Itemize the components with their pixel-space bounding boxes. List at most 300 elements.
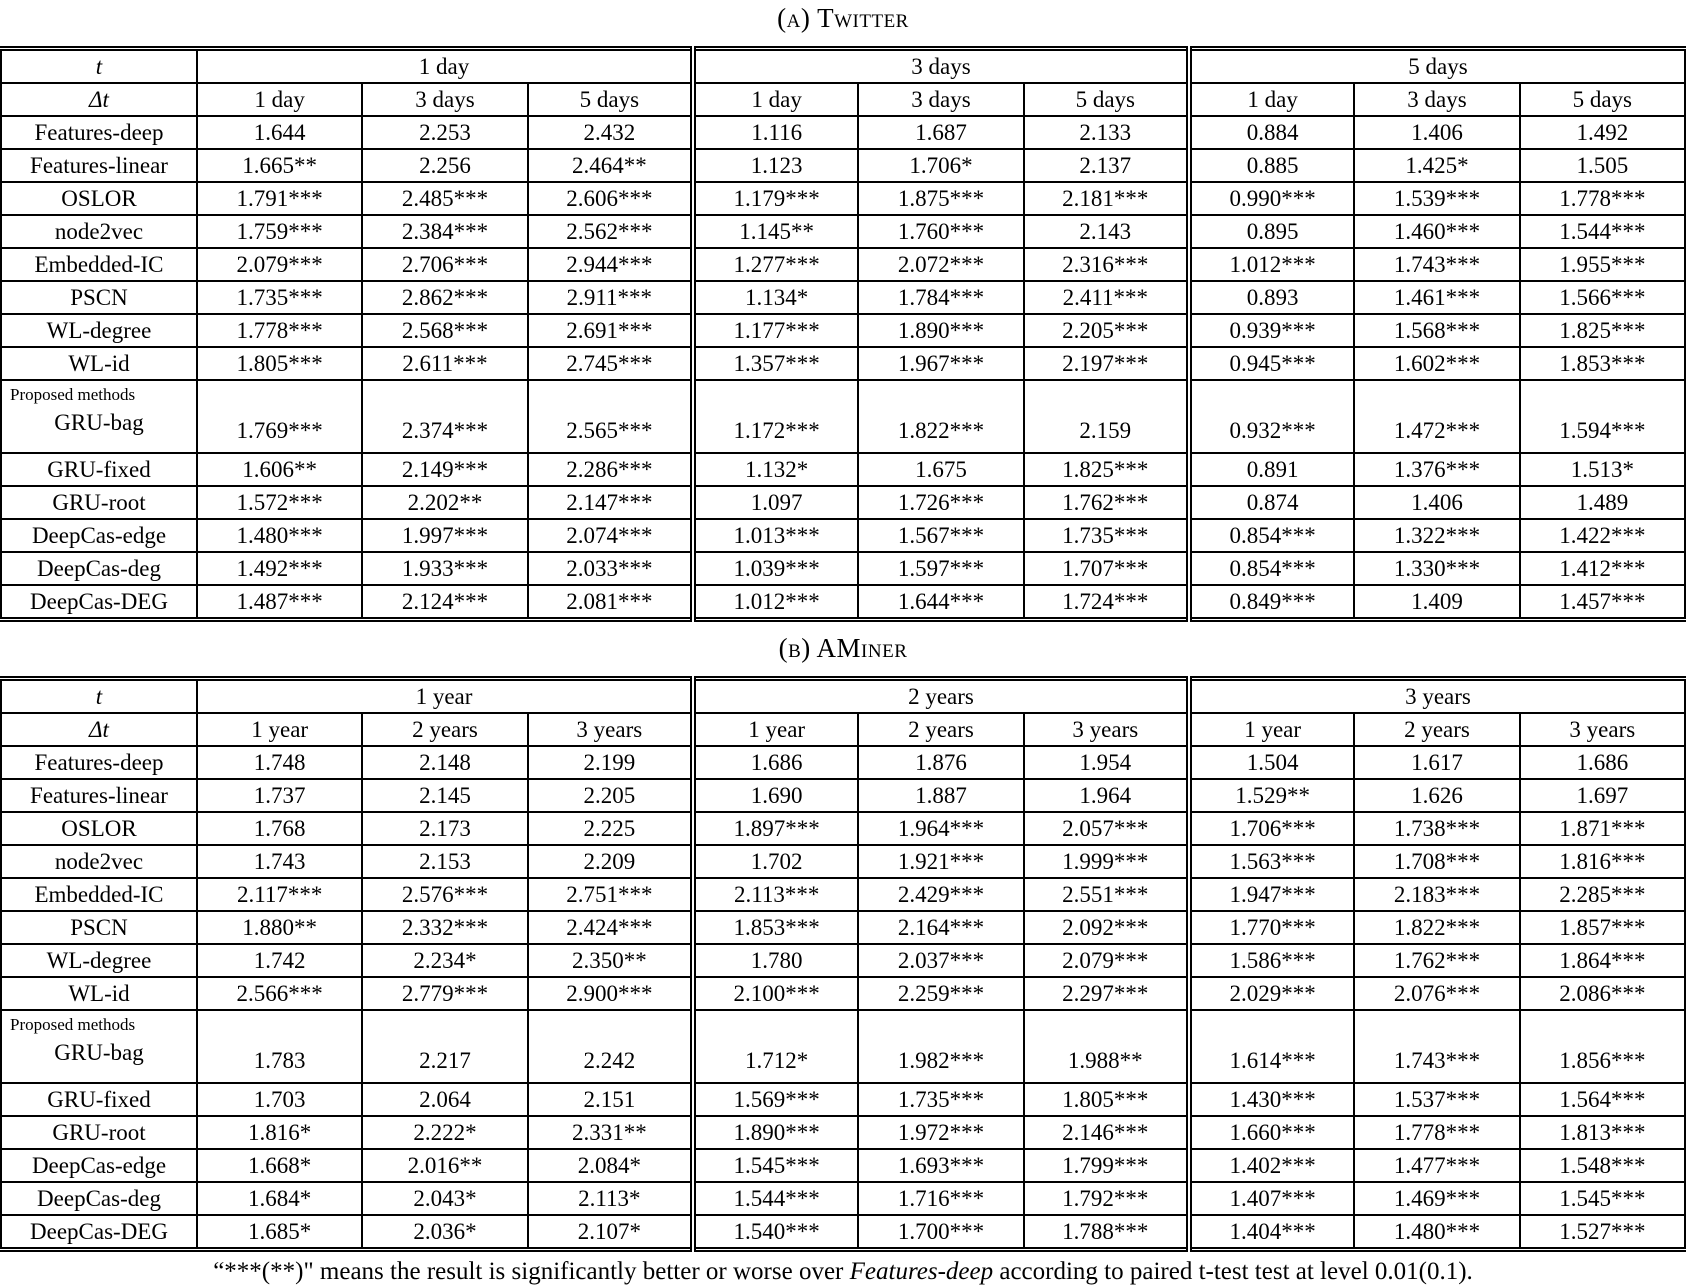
sub-header: 1 year: [197, 713, 362, 746]
value-cell: 2.745***: [528, 347, 693, 380]
footnote-text-post: according to paired t-test test at level 0.01(0.1).: [993, 1258, 1473, 1285]
value-cell: 2.316***: [1024, 248, 1189, 281]
value-cell: 1.890***: [858, 314, 1023, 347]
value-cell: 1.743***: [1354, 1010, 1519, 1083]
value-cell: 1.707***: [1024, 552, 1189, 585]
row-label: DeepCas-deg: [37, 1185, 161, 1211]
value-cell: 1.492: [1520, 116, 1685, 149]
row-label: DeepCas-deg: [37, 555, 161, 581]
value-cell: 1.964: [1024, 779, 1189, 812]
value-cell: 2.086***: [1520, 977, 1685, 1010]
value-cell: 1.606**: [197, 453, 362, 486]
value-cell: 2.107*: [528, 1215, 693, 1250]
value-cell: 2.424***: [528, 911, 693, 944]
value-cell: 0.854***: [1189, 552, 1354, 585]
value-cell: 1.145**: [693, 215, 858, 248]
value-cell: 2.862***: [362, 281, 527, 314]
value-cell: 1.735***: [197, 281, 362, 314]
sub-header: 5 days: [1024, 83, 1189, 116]
row-label: node2vec: [54, 218, 144, 244]
value-cell: 1.760***: [858, 215, 1023, 248]
value-cell: 0.932***: [1189, 380, 1354, 453]
value-cell: 1.890***: [693, 1116, 858, 1149]
value-cell: 1.513*: [1520, 453, 1685, 486]
table-row: [1, 1083, 1685, 1116]
row-label: GRU-bag: [54, 1040, 144, 1065]
value-cell: 2.217: [362, 1010, 527, 1083]
value-cell: 2.037***: [858, 944, 1023, 977]
value-cell: 1.697: [1520, 779, 1685, 812]
table-row: [1, 281, 1685, 314]
table-row: [1, 182, 1685, 215]
value-cell: 1.816*: [197, 1116, 362, 1149]
value-cell: 1.425*: [1354, 149, 1519, 182]
value-cell: 2.081***: [528, 585, 693, 620]
value-cell: 2.944***: [528, 248, 693, 281]
value-cell: 0.874: [1189, 486, 1354, 519]
value-cell: 1.527***: [1520, 1215, 1685, 1250]
value-cell: 1.876: [858, 746, 1023, 779]
value-cell: 1.788***: [1024, 1215, 1189, 1250]
value-cell: 1.660***: [1189, 1116, 1354, 1149]
value-cell: 1.967***: [858, 347, 1023, 380]
value-cell: 1.703: [197, 1083, 362, 1116]
value-cell: 2.222*: [362, 1116, 527, 1149]
value-cell: 1.684*: [197, 1182, 362, 1215]
value-cell: 1.614***: [1189, 1010, 1354, 1083]
row-label-cell: [1, 1116, 197, 1149]
row-label-cell: [1, 380, 197, 453]
value-cell: 2.148: [362, 746, 527, 779]
value-cell: 1.039***: [693, 552, 858, 585]
value-cell: 1.564***: [1520, 1083, 1685, 1116]
value-cell: 1.617: [1354, 746, 1519, 779]
row-label-cell: [1, 552, 197, 585]
table-body: [1, 116, 1685, 620]
value-cell: 1.626: [1354, 779, 1519, 812]
table-row: [1, 585, 1685, 620]
row-label: GRU-bag: [54, 410, 144, 435]
value-cell: 1.954: [1024, 746, 1189, 779]
value-cell: 1.871***: [1520, 812, 1685, 845]
value-cell: 1.548***: [1520, 1149, 1685, 1182]
value-cell: 1.461***: [1354, 281, 1519, 314]
value-cell: 2.147***: [528, 486, 693, 519]
value-cell: 1.685*: [197, 1215, 362, 1250]
sub-header: 5 days: [528, 83, 693, 116]
value-cell: 1.686: [693, 746, 858, 779]
table-header: [1, 49, 1685, 117]
value-cell: 2.225: [528, 812, 693, 845]
results-table-twitter: [0, 46, 1686, 622]
value-cell: 2.429***: [858, 878, 1023, 911]
row-label-cell: [1, 779, 197, 812]
table-row: [1, 1182, 1685, 1215]
value-cell: 2.159: [1024, 380, 1189, 453]
value-cell: 2.202**: [362, 486, 527, 519]
value-cell: 2.084*: [528, 1149, 693, 1182]
value-cell: 1.778***: [197, 314, 362, 347]
value-cell: 2.691***: [528, 314, 693, 347]
value-cell: 1.822***: [858, 380, 1023, 453]
value-cell: 1.921***: [858, 845, 1023, 878]
sub-header: 5 days: [1520, 83, 1685, 116]
value-cell: 1.853***: [1520, 347, 1685, 380]
value-cell: 2.113*: [528, 1182, 693, 1215]
row-label-cell: [1, 585, 197, 620]
value-cell: 1.853***: [693, 911, 858, 944]
corner-dt-label: Δt: [1, 713, 197, 746]
row-label-cell: [1, 248, 197, 281]
value-cell: 2.911***: [528, 281, 693, 314]
value-cell: 2.568***: [362, 314, 527, 347]
value-cell: 2.146***: [1024, 1116, 1189, 1149]
row-label-cell: [1, 486, 197, 519]
value-cell: 2.173: [362, 812, 527, 845]
value-cell: 1.805***: [197, 347, 362, 380]
table-row: [1, 1116, 1685, 1149]
value-cell: 2.092***: [1024, 911, 1189, 944]
row-label: GRU-root: [52, 489, 146, 515]
value-cell: 1.472***: [1354, 380, 1519, 453]
row-label-cell: [1, 116, 197, 149]
group-header: 3 days: [693, 49, 1189, 84]
row-label-cell: [1, 281, 197, 314]
value-cell: 2.036*: [362, 1215, 527, 1250]
value-cell: 1.933***: [362, 552, 527, 585]
value-cell: 2.285***: [1520, 878, 1685, 911]
value-cell: 1.277***: [693, 248, 858, 281]
row-label: node2vec: [54, 848, 144, 874]
sub-header: 2 years: [1354, 713, 1519, 746]
value-cell: 1.825***: [1024, 453, 1189, 486]
value-cell: 1.875***: [858, 182, 1023, 215]
value-cell: 2.411***: [1024, 281, 1189, 314]
value-cell: 1.116: [693, 116, 858, 149]
row-label: Embedded-IC: [34, 881, 164, 907]
corner-dt-label: Δt: [1, 83, 197, 116]
value-cell: 1.759***: [197, 215, 362, 248]
value-cell: 2.181***: [1024, 182, 1189, 215]
header-row-t: [1, 679, 1685, 714]
proposed-methods-label: Proposed methods: [10, 385, 136, 404]
value-cell: 1.568***: [1354, 314, 1519, 347]
value-cell: 1.743: [197, 845, 362, 878]
table-row: [1, 519, 1685, 552]
value-cell: 2.259***: [858, 977, 1023, 1010]
value-cell: 1.529**: [1189, 779, 1354, 812]
value-cell: 2.565***: [528, 380, 693, 453]
row-label-cell: [1, 812, 197, 845]
value-cell: 1.594***: [1520, 380, 1685, 453]
row-label: Features-linear: [30, 152, 168, 178]
value-cell: 0.891: [1189, 453, 1354, 486]
value-cell: 1.539***: [1354, 182, 1519, 215]
row-label-cell: [1, 215, 197, 248]
sub-header: 3 years: [1024, 713, 1189, 746]
row-label: GRU-root: [52, 1119, 146, 1145]
value-cell: 1.504: [1189, 746, 1354, 779]
row-label: OSLOR: [61, 185, 137, 211]
row-label-cell: [1, 977, 197, 1010]
value-cell: 1.999***: [1024, 845, 1189, 878]
value-cell: 2.029***: [1189, 977, 1354, 1010]
value-cell: 1.726***: [858, 486, 1023, 519]
value-cell: 2.566***: [197, 977, 362, 1010]
table-caption-b: (b) AMiner: [778, 633, 908, 663]
value-cell: 1.778***: [1354, 1116, 1519, 1149]
value-cell: 1.480***: [1354, 1215, 1519, 1250]
row-label-cell: [1, 845, 197, 878]
value-cell: 2.779***: [362, 977, 527, 1010]
value-cell: 2.384***: [362, 215, 527, 248]
value-cell: 0.990***: [1189, 182, 1354, 215]
value-cell: 1.487***: [197, 585, 362, 620]
value-cell: 1.743***: [1354, 248, 1519, 281]
row-label-cell: [1, 1083, 197, 1116]
value-cell: 1.097: [693, 486, 858, 519]
footnote-features-deep: Features-deep: [849, 1258, 994, 1285]
value-cell: 1.422***: [1520, 519, 1685, 552]
sub-header: 1 year: [1189, 713, 1354, 746]
table-row: [1, 453, 1685, 486]
row-label: GRU-fixed: [47, 1086, 151, 1112]
table-row: [1, 746, 1685, 779]
value-cell: 2.374***: [362, 380, 527, 453]
value-cell: 2.432: [528, 116, 693, 149]
table-row: [1, 944, 1685, 977]
sub-header: 3 days: [858, 83, 1023, 116]
value-cell: 1.540***: [693, 1215, 858, 1250]
value-cell: 2.350**: [528, 944, 693, 977]
row-label: GRU-fixed: [47, 456, 151, 482]
table-row: [1, 779, 1685, 812]
table-row: [1, 1010, 1685, 1083]
value-cell: 1.409: [1354, 585, 1519, 620]
table-row: [1, 845, 1685, 878]
value-cell: 0.945***: [1189, 347, 1354, 380]
row-label-cell: [1, 519, 197, 552]
sub-header: 3 days: [1354, 83, 1519, 116]
value-cell: 1.716***: [858, 1182, 1023, 1215]
row-label: DeepCas-edge: [31, 522, 167, 548]
value-cell: 1.864***: [1520, 944, 1685, 977]
value-cell: 2.485***: [362, 182, 527, 215]
value-cell: 1.702: [693, 845, 858, 878]
sub-header: 3 years: [1520, 713, 1685, 746]
value-cell: 2.606***: [528, 182, 693, 215]
row-label-cell: [1, 453, 197, 486]
value-cell: 1.856***: [1520, 1010, 1685, 1083]
row-label: DeepCas-DEG: [30, 1218, 168, 1244]
value-cell: 1.792***: [1024, 1182, 1189, 1215]
value-cell: 2.205: [528, 779, 693, 812]
value-cell: 2.057***: [1024, 812, 1189, 845]
value-cell: 1.690: [693, 779, 858, 812]
value-cell: 1.687: [858, 116, 1023, 149]
value-cell: 1.706*: [858, 149, 1023, 182]
value-cell: 1.179***: [693, 182, 858, 215]
value-cell: 1.988**: [1024, 1010, 1189, 1083]
value-cell: 2.209: [528, 845, 693, 878]
row-label-cell: [1, 1182, 197, 1215]
value-cell: 1.406: [1354, 486, 1519, 519]
row-label-cell: [1, 911, 197, 944]
value-cell: 1.644***: [858, 585, 1023, 620]
sub-header: 3 days: [362, 83, 527, 116]
value-cell: 2.331**: [528, 1116, 693, 1149]
value-cell: 1.780: [693, 944, 858, 977]
value-cell: 1.566***: [1520, 281, 1685, 314]
row-label: Features-linear: [30, 782, 168, 808]
value-cell: 2.197***: [1024, 347, 1189, 380]
value-cell: 1.897***: [693, 812, 858, 845]
value-cell: 2.286***: [528, 453, 693, 486]
value-cell: 2.064: [362, 1083, 527, 1116]
sub-header: 1 day: [197, 83, 362, 116]
value-cell: 2.124***: [362, 585, 527, 620]
value-cell: 1.545***: [1520, 1182, 1685, 1215]
value-cell: 2.751***: [528, 878, 693, 911]
row-label-cell: [1, 746, 197, 779]
value-cell: 1.402***: [1189, 1149, 1354, 1182]
value-cell: 1.177***: [693, 314, 858, 347]
value-cell: 2.183***: [1354, 878, 1519, 911]
value-cell: 1.644: [197, 116, 362, 149]
group-header: 1 year: [197, 679, 693, 714]
value-cell: 1.686: [1520, 746, 1685, 779]
row-label: PSCN: [70, 284, 128, 310]
row-label-cell: [1, 182, 197, 215]
value-cell: 1.012***: [693, 585, 858, 620]
table-row: [1, 911, 1685, 944]
row-label-cell: [1, 1149, 197, 1182]
table-row: [1, 812, 1685, 845]
row-label-cell: [1, 1215, 197, 1250]
value-cell: 2.562***: [528, 215, 693, 248]
row-label-cell: [1, 1010, 197, 1083]
value-cell: 1.816***: [1520, 845, 1685, 878]
value-cell: 2.076***: [1354, 977, 1519, 1010]
value-cell: 1.972***: [858, 1116, 1023, 1149]
value-cell: 2.113***: [693, 878, 858, 911]
value-cell: 1.430***: [1189, 1083, 1354, 1116]
value-cell: 1.825***: [1520, 314, 1685, 347]
value-cell: 1.330***: [1354, 552, 1519, 585]
value-cell: 1.769***: [197, 380, 362, 453]
table-row: [1, 116, 1685, 149]
value-cell: 1.700***: [858, 1215, 1023, 1250]
table-row: [1, 347, 1685, 380]
value-cell: 1.768: [197, 812, 362, 845]
value-cell: 1.880**: [197, 911, 362, 944]
value-cell: 1.724***: [1024, 585, 1189, 620]
value-cell: 1.791***: [197, 182, 362, 215]
value-cell: 0.939***: [1189, 314, 1354, 347]
header-row-dt: [1, 83, 1685, 116]
value-cell: 2.117***: [197, 878, 362, 911]
header-row-dt: [1, 713, 1685, 746]
value-cell: 2.043*: [362, 1182, 527, 1215]
value-cell: 2.079***: [1024, 944, 1189, 977]
table-row: [1, 314, 1685, 347]
value-cell: 2.253: [362, 116, 527, 149]
value-cell: 2.079***: [197, 248, 362, 281]
value-cell: 2.151: [528, 1083, 693, 1116]
group-header: 3 years: [1189, 679, 1685, 714]
table-row: [1, 1149, 1685, 1182]
sub-header: 1 day: [693, 83, 858, 116]
value-cell: 2.149***: [362, 453, 527, 486]
value-cell: 1.569***: [693, 1083, 858, 1116]
value-cell: 1.997***: [362, 519, 527, 552]
value-cell: 2.900***: [528, 977, 693, 1010]
value-cell: 2.145: [362, 779, 527, 812]
group-header: 5 days: [1189, 49, 1685, 84]
value-cell: 1.477***: [1354, 1149, 1519, 1182]
table-body: [1, 746, 1685, 1250]
row-label: WL-degree: [46, 317, 152, 343]
value-cell: 1.762***: [1354, 944, 1519, 977]
value-cell: 1.955***: [1520, 248, 1685, 281]
value-cell: 1.783: [197, 1010, 362, 1083]
value-cell: 1.505: [1520, 149, 1685, 182]
value-cell: 1.412***: [1520, 552, 1685, 585]
table-row: [1, 149, 1685, 182]
value-cell: 1.799***: [1024, 1149, 1189, 1182]
significance-footnote: [0, 1257, 1686, 1287]
value-cell: 1.982***: [858, 1010, 1023, 1083]
value-cell: 1.123: [693, 149, 858, 182]
value-cell: 1.887: [858, 779, 1023, 812]
value-cell: 2.137: [1024, 149, 1189, 182]
group-header: 1 day: [197, 49, 693, 84]
results-table-aminer: [0, 676, 1686, 1252]
value-cell: 2.256: [362, 149, 527, 182]
footnote-text-pre: “***(**)" means the result is significantly better or worse over: [213, 1258, 850, 1285]
value-cell: 2.234*: [362, 944, 527, 977]
value-cell: 0.854***: [1189, 519, 1354, 552]
proposed-methods-label: Proposed methods: [10, 1015, 136, 1034]
row-label-cell: [1, 878, 197, 911]
value-cell: 2.133: [1024, 116, 1189, 149]
value-cell: 1.706***: [1189, 812, 1354, 845]
value-cell: 1.134*: [693, 281, 858, 314]
value-cell: 1.784***: [858, 281, 1023, 314]
table-row: [1, 1215, 1685, 1250]
corner-t-label: t: [1, 679, 197, 714]
value-cell: 1.822***: [1354, 911, 1519, 944]
value-cell: 2.072***: [858, 248, 1023, 281]
value-cell: 1.567***: [858, 519, 1023, 552]
row-label: PSCN: [70, 914, 128, 940]
row-label: WL-id: [68, 980, 130, 1006]
value-cell: 1.602***: [1354, 347, 1519, 380]
value-cell: 1.735***: [1024, 519, 1189, 552]
value-cell: 1.460***: [1354, 215, 1519, 248]
value-cell: 1.457***: [1520, 585, 1685, 620]
sub-header: 3 years: [528, 713, 693, 746]
value-cell: 1.406: [1354, 116, 1519, 149]
value-cell: 2.199: [528, 746, 693, 779]
row-label: OSLOR: [61, 815, 137, 841]
table-row: [1, 552, 1685, 585]
value-cell: 2.242: [528, 1010, 693, 1083]
value-cell: 1.748: [197, 746, 362, 779]
value-cell: 2.611***: [362, 347, 527, 380]
table-header: [1, 679, 1685, 747]
value-cell: 2.576***: [362, 878, 527, 911]
